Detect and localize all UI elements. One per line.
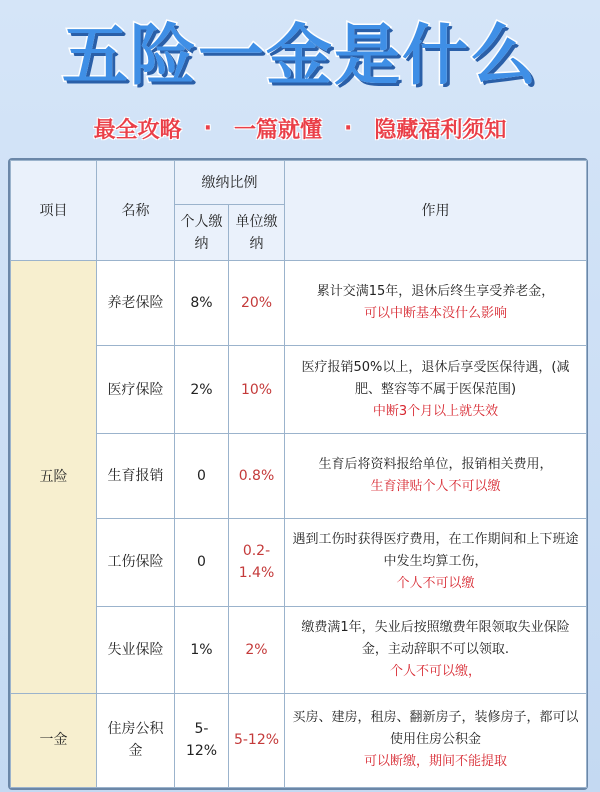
effect-text: 医疗报销50%以上，退休后享受医保待遇，(减肥、整容等不属于医保范围) xyxy=(301,359,570,397)
row-personal: 2% xyxy=(175,345,229,433)
header-effect: 作用 xyxy=(285,161,587,261)
insurance-table-card xyxy=(8,158,588,790)
row-effect xyxy=(285,261,587,345)
effect-text: 买房、建房，租房、翻新房子，装修房子，都可以使用住房公积金 xyxy=(292,710,579,748)
effect-note: 可以中断基本没什么影响 xyxy=(363,306,507,322)
subtitle-dot-1: · xyxy=(203,115,212,141)
page-title: 五险一金是什么 xyxy=(62,17,538,94)
subtitle-part-2: 一篇就懂 xyxy=(233,117,322,143)
row-personal: 1% xyxy=(175,607,229,693)
effect-note: 生育津贴个人不可以缴 xyxy=(370,478,501,494)
row-name: 医疗保险 xyxy=(97,345,175,433)
row-name: 住房公积金 xyxy=(97,693,175,788)
header-ratio: 缴纳比例 xyxy=(175,161,285,205)
row-company: 20% xyxy=(229,261,285,345)
category-five-insurances: 五险 xyxy=(11,261,97,693)
effect-text: 累计交满15年，退休后终生享受养老金， xyxy=(316,284,555,300)
row-company: 5-12% xyxy=(229,693,285,788)
row-company: 2% xyxy=(229,607,285,693)
row-company: 0.8% xyxy=(229,434,285,518)
row-name: 失业保险 xyxy=(97,607,175,693)
effect-text: 遇到工伤时获得医疗费用，在工作期间和上下班途中发生均算工伤， xyxy=(292,532,579,570)
header-company: 单位缴纳 xyxy=(229,205,285,261)
effect-note: 中断3个月以上就失效 xyxy=(372,403,499,419)
row-company: 0.2-1.4% xyxy=(229,518,285,606)
category-housing-fund: 一金 xyxy=(11,693,97,788)
table-row xyxy=(11,693,587,788)
row-effect xyxy=(285,434,587,518)
row-name: 养老保险 xyxy=(97,261,175,345)
effect-note: 个人不可以缴 xyxy=(396,576,475,592)
row-effect xyxy=(285,345,587,433)
row-personal: 0 xyxy=(175,518,229,606)
header-personal: 个人缴纳 xyxy=(175,205,229,261)
table-row xyxy=(11,518,587,606)
effect-note: 个人不可以缴， xyxy=(389,663,481,679)
subtitle xyxy=(0,110,600,146)
effect-text: 缴费满1年，失业后按照缴费年限领取失业保险金，主动辞职不可以领取. xyxy=(301,619,570,657)
effect-note: 可以断缴，期间不能提取 xyxy=(363,754,507,770)
insurance-table xyxy=(10,160,587,788)
row-effect xyxy=(285,607,587,693)
subtitle-part-1: 最全攻略 xyxy=(93,117,182,143)
effect-text: 生育后将资料报给单位，报销相关费用， xyxy=(318,456,553,472)
row-personal: 8% xyxy=(175,261,229,345)
row-name: 工伤保险 xyxy=(97,518,175,606)
row-personal: 0 xyxy=(175,434,229,518)
header-name: 名称 xyxy=(97,161,175,261)
table-row xyxy=(11,345,587,433)
header-item: 项目 xyxy=(11,161,97,261)
table-row xyxy=(11,434,587,518)
row-effect xyxy=(285,693,587,788)
row-name: 生育报销 xyxy=(97,434,175,518)
table-row xyxy=(11,261,587,345)
table-row xyxy=(11,607,587,693)
row-effect xyxy=(285,518,587,606)
subtitle-dot-2: · xyxy=(344,115,353,141)
row-personal: 5-12% xyxy=(175,693,229,788)
subtitle-part-3: 隐藏福利须知 xyxy=(374,117,507,143)
row-company: 10% xyxy=(229,345,285,433)
